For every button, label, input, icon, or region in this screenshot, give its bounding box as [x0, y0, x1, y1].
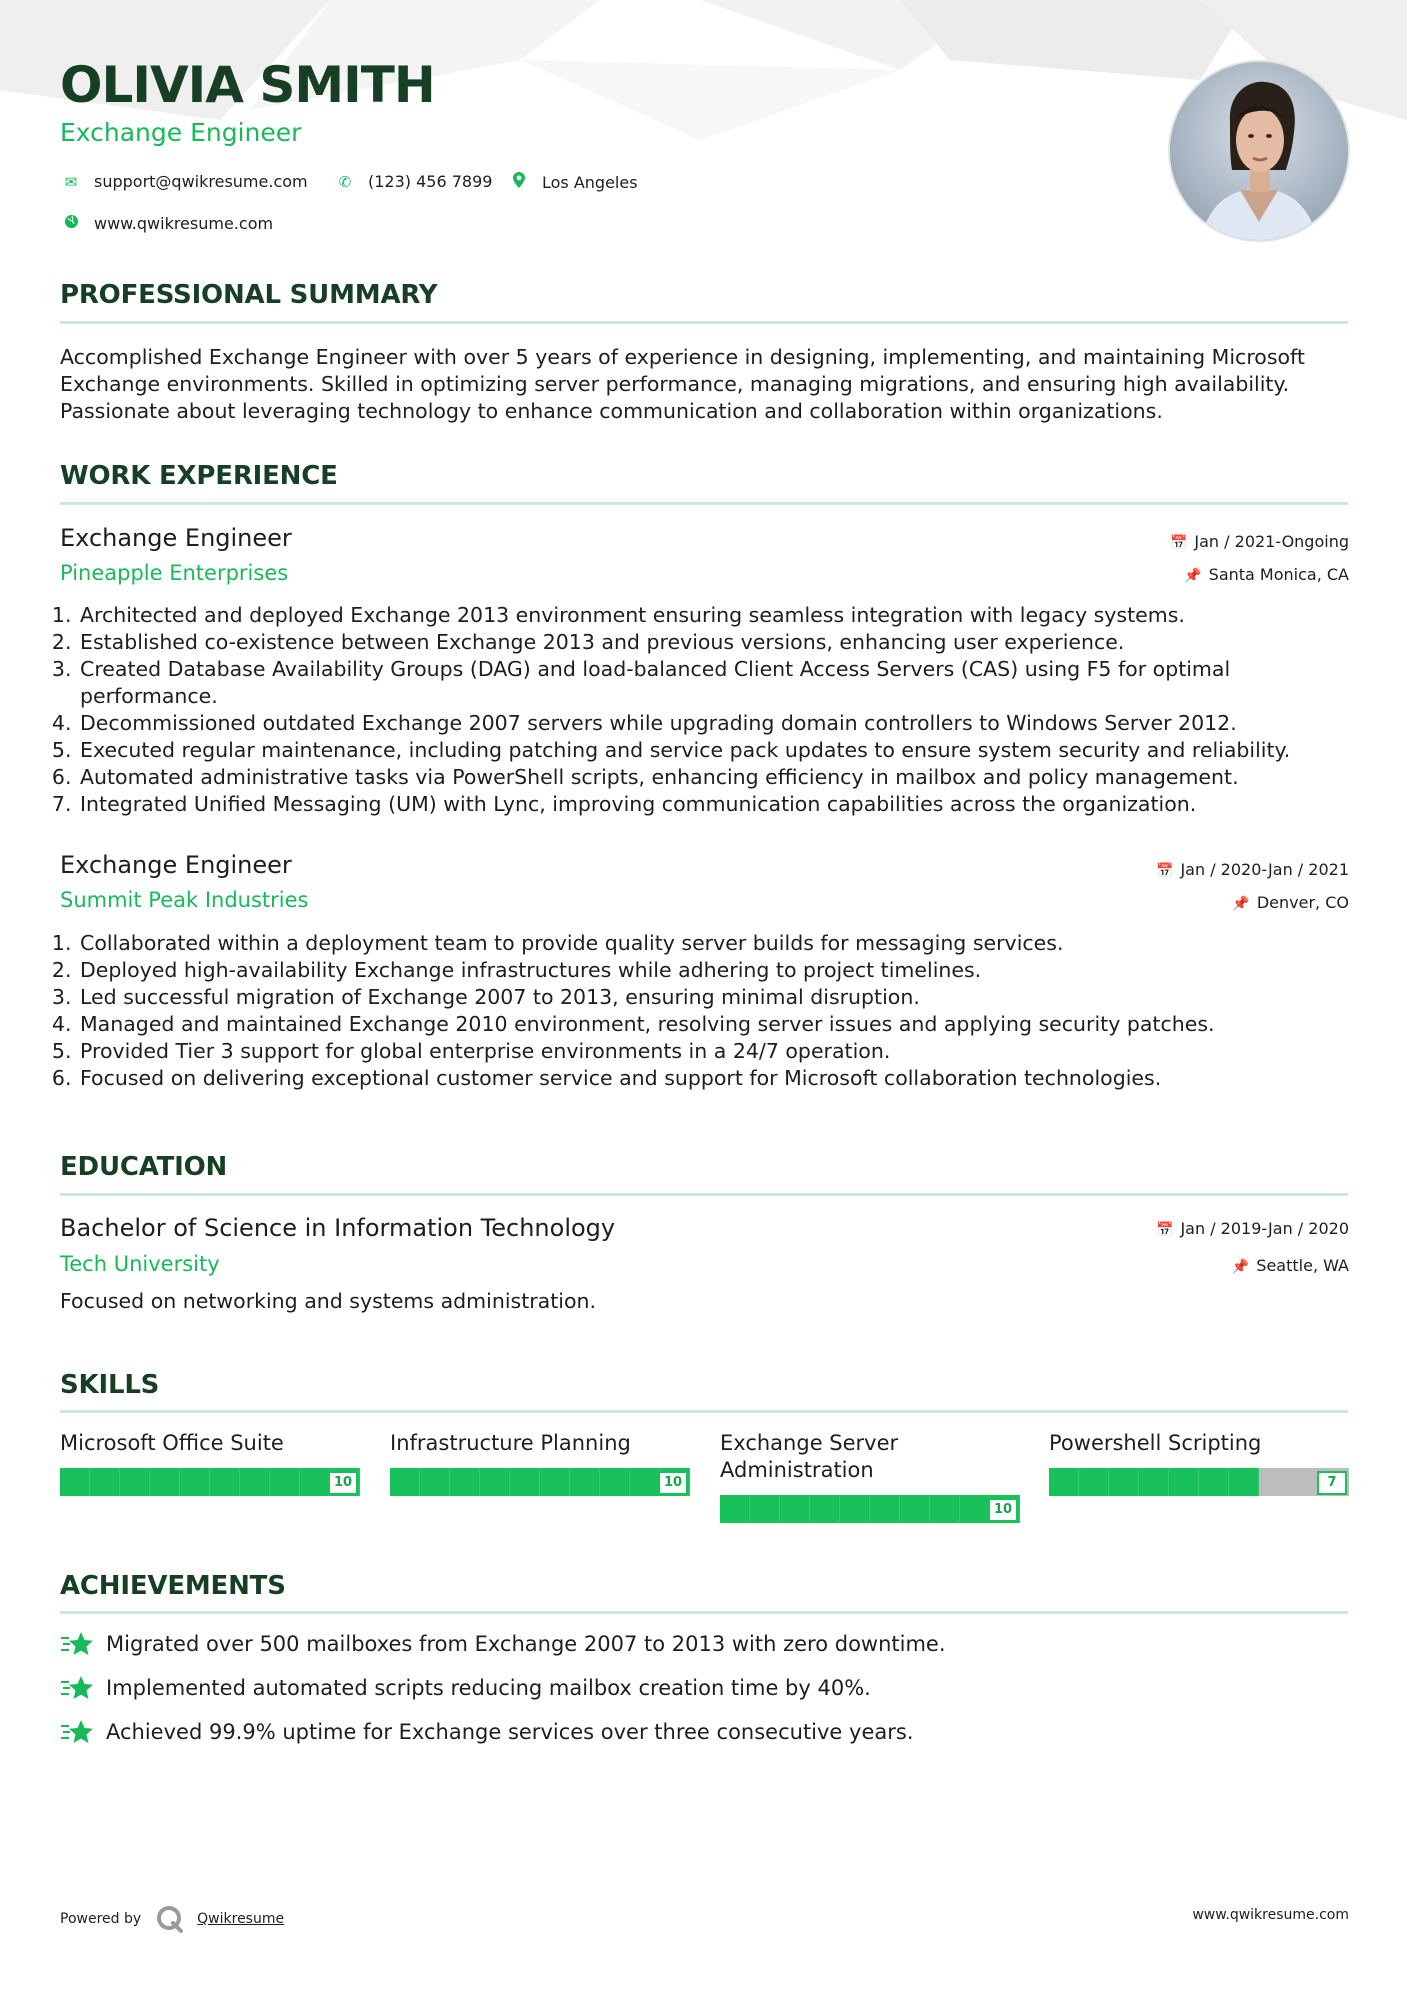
skill-bar-fill [60, 1468, 360, 1496]
skill-bar [60, 1468, 360, 1496]
candidate-title: Exchange Engineer [60, 118, 302, 147]
achievement-text: Implemented automated scripts reducing mailbox creation time by 40%. [106, 1676, 871, 1700]
job-1-bullets [60, 602, 1368, 818]
job-1-company: Pineapple Enterprises [60, 561, 289, 585]
job-2-bullets [60, 930, 1368, 1092]
achievements-heading: ACHIEVEMENTS [60, 1571, 286, 1601]
footer-website[interactable]: www.qwikresume.com [1192, 1907, 1349, 1923]
candidate-name: OLIVIA SMITH [60, 56, 435, 114]
education-school: Tech University [60, 1252, 220, 1276]
contact-location [508, 172, 638, 192]
list-item: 6. Automated administrative tasks via PowerShell scripts, enhancing efficiency in mailbox and policy management. [78, 764, 1368, 791]
education-location [1232, 1256, 1349, 1275]
contact-email[interactable] [60, 172, 308, 191]
skills-divider [60, 1410, 1348, 1413]
map-pin-icon [508, 172, 530, 192]
brand-link[interactable]: Qwikresume [197, 1911, 285, 1927]
star-icon [60, 1674, 94, 1702]
skills-heading: SKILLS [60, 1370, 160, 1400]
job-2-location-text: Denver, CO [1256, 893, 1349, 912]
powered-by-label: Powered by [60, 1911, 142, 1927]
job-1-dates [1170, 532, 1349, 551]
education-heading: EDUCATION [60, 1152, 228, 1182]
job-2-company: Summit Peak Industries [60, 888, 309, 912]
star-icon [60, 1718, 94, 1746]
achievement-item [60, 1630, 946, 1658]
list-item: 5. Executed regular maintenance, including patching and service pack updates to ensure system security and reliability. [78, 737, 1368, 764]
achievements-divider [60, 1611, 1348, 1614]
skill-name: Infrastructure Planning [390, 1431, 631, 1455]
envelope-icon: ✉ [64, 172, 78, 191]
star-icon [60, 1630, 94, 1658]
list-item: 7. Integrated Unified Messaging (UM) with Lync, improving communication capabilities across the organization. [78, 791, 1368, 818]
skill-item [720, 1430, 1013, 1517]
achievement-text: Migrated over 500 mailboxes from Exchange 2007 to 2013 with zero downtime. [106, 1632, 946, 1656]
list-item: 1. Collaborated within a deployment team to provide quality server builds for messaging services. [78, 930, 1368, 957]
qwikresume-logo-icon [155, 1904, 185, 1934]
job-1-title: Exchange Engineer [60, 524, 292, 552]
skill-bar-fill [1049, 1468, 1259, 1496]
list-item: 1. Architected and deployed Exchange 2013 environment ensuring seamless integration with legacy systems. [78, 602, 1368, 629]
list-item: 3. Led successful migration of Exchange 2007 to 2013, ensuring minimal disruption. [78, 984, 1368, 1011]
phone-icon: ✆ [338, 172, 352, 191]
list-item: 6. Focused on delivering exceptional customer service and support for Microsoft collaboration technologies. [78, 1065, 1368, 1092]
list-item: 2. Established co-existence between Exchange 2013 and previous versions, enhancing user experience. [78, 629, 1368, 656]
job-2-location [1232, 893, 1349, 912]
skill-item [1049, 1430, 1349, 1490]
job-1-dates-text: Jan / 2021-Ongoing [1194, 532, 1349, 551]
skill-name: Powershell Scripting [1049, 1431, 1262, 1455]
footer-powered-by [60, 1904, 284, 1934]
achievement-text: Achieved 99.9% uptime for Exchange services over three consecutive years. [106, 1720, 914, 1744]
summary-heading: PROFESSIONAL SUMMARY [60, 280, 438, 310]
skill-score: 10 [988, 1498, 1018, 1522]
education-divider [60, 1193, 1348, 1196]
location-text: Los Angeles [542, 172, 638, 192]
list-item: 3. Created Database Availability Groups (DAG) and load-balanced Client Access Servers (CAS) using F5 for optimal performance. [78, 656, 1368, 710]
job-2-dates-text: Jan / 2020-Jan / 2021 [1180, 860, 1349, 879]
achievement-item [60, 1718, 914, 1746]
list-item: 2. Deployed high-availability Exchange infrastructures while adhering to project timelines. [78, 957, 1368, 984]
job-1-location [1184, 565, 1349, 584]
job-2-dates [1156, 860, 1349, 879]
experience-divider [60, 502, 1348, 505]
list-item: 4. Managed and maintained Exchange 2010 environment, resolving server issues and applying security patches. [78, 1011, 1368, 1038]
skill-item [390, 1430, 690, 1490]
education-degree: Bachelor of Science in Information Technology [60, 1214, 616, 1242]
website-text: www.qwikresume.com [94, 214, 274, 233]
education-description: Focused on networking and systems administration. [60, 1289, 597, 1313]
skill-score: 10 [658, 1471, 688, 1495]
globe-icon [60, 214, 82, 233]
pin-icon: 📌 [1231, 1259, 1250, 1275]
education-dates [1156, 1219, 1349, 1238]
calendar-icon: 📅 [1156, 863, 1174, 879]
skill-bar [720, 1495, 1020, 1523]
list-item: 4. Decommissioned outdated Exchange 2007 servers while upgrading domain controllers to Windows Server 2012. [78, 710, 1368, 737]
achievement-item [60, 1674, 871, 1702]
skill-item [60, 1430, 360, 1490]
contact-website[interactable] [60, 214, 273, 233]
skill-bar-fill [720, 1495, 1020, 1523]
list-item: 5. Provided Tier 3 support for global enterprise environments in a 24/7 operation. [78, 1038, 1368, 1065]
contact-phone[interactable] [334, 172, 492, 191]
calendar-icon: 📅 [1156, 1222, 1174, 1238]
job-1-location-text: Santa Monica, CA [1208, 565, 1349, 584]
skill-name: Microsoft Office Suite [60, 1431, 284, 1455]
phone-text: (123) 456 7899 [368, 172, 493, 191]
summary-divider [60, 321, 1348, 324]
skill-name: Exchange Server Administration [720, 1431, 899, 1482]
skill-bar [1049, 1468, 1349, 1496]
calendar-icon: 📅 [1169, 535, 1188, 551]
email-text: support@qwikresume.com [94, 172, 308, 191]
pin-icon: 📌 [1184, 568, 1202, 584]
skill-bar [390, 1468, 690, 1496]
experience-heading: WORK EXPERIENCE [60, 461, 338, 491]
summary-text: Accomplished Exchange Engineer with over 5 years of experience in designing, implementing, and maintaining Microsoft Exchange environments. Skilled in optimizing server performance, managing migrations, and ensuring high availability. Passionate about leveraging technology to enhance communication and collaboration within organizations. [60, 345, 1305, 423]
profile-photo [1168, 60, 1350, 242]
job-2-title: Exchange Engineer [60, 851, 292, 879]
education-location-text: Seattle, WA [1256, 1256, 1349, 1275]
skill-bar-fill [390, 1468, 690, 1496]
pin-icon: 📌 [1232, 896, 1250, 912]
skill-score: 10 [328, 1471, 358, 1495]
skill-score: 7 [1317, 1471, 1347, 1495]
education-dates-text: Jan / 2019-Jan / 2020 [1180, 1219, 1349, 1238]
